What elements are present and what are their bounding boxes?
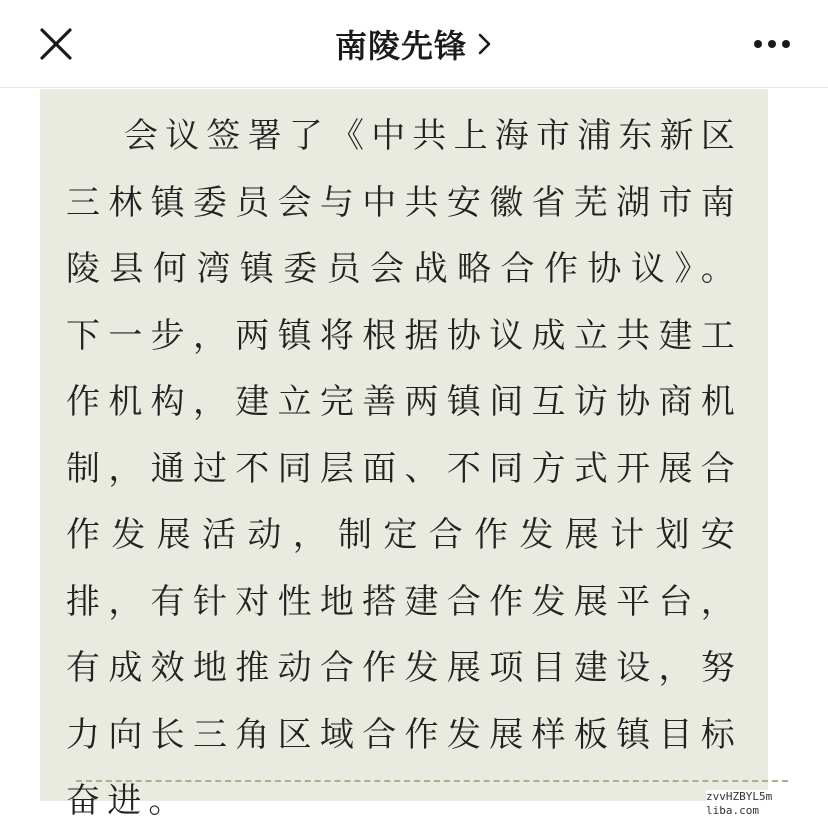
more-horizontal-icon — [752, 34, 792, 54]
watermark-line-1: zvvHZBYL5m — [706, 790, 773, 803]
chevron-right-icon — [477, 32, 493, 56]
page-title: 南陵先锋 — [334, 27, 467, 65]
title-container — [0, 0, 828, 88]
watermark-line-2: liba.com — [706, 804, 759, 817]
more-options-button[interactable] — [752, 34, 792, 54]
account-title-link[interactable] — [335, 21, 493, 67]
article-paragraph: 会议签署了《中共上海市浦东新区三林镇委员会与中共安徽省芜湖市南陵县何湾镇委员会战略合作协议》。下一步，两镇将根据协议成立共建工作机构，建立完善两镇间互访协商机制，通过不同层面、不同方式开展合作发展活动，制定合作发展计划安排，有针对性地搭建合作发展平台，有成效地推动合作发展项目建设，努力向长三角区域合作发展样板镇目标奋进。 — [66, 116, 742, 821]
watermark — [706, 790, 824, 818]
dashed-divider — [76, 780, 788, 782]
top-navigation-bar — [0, 0, 828, 88]
